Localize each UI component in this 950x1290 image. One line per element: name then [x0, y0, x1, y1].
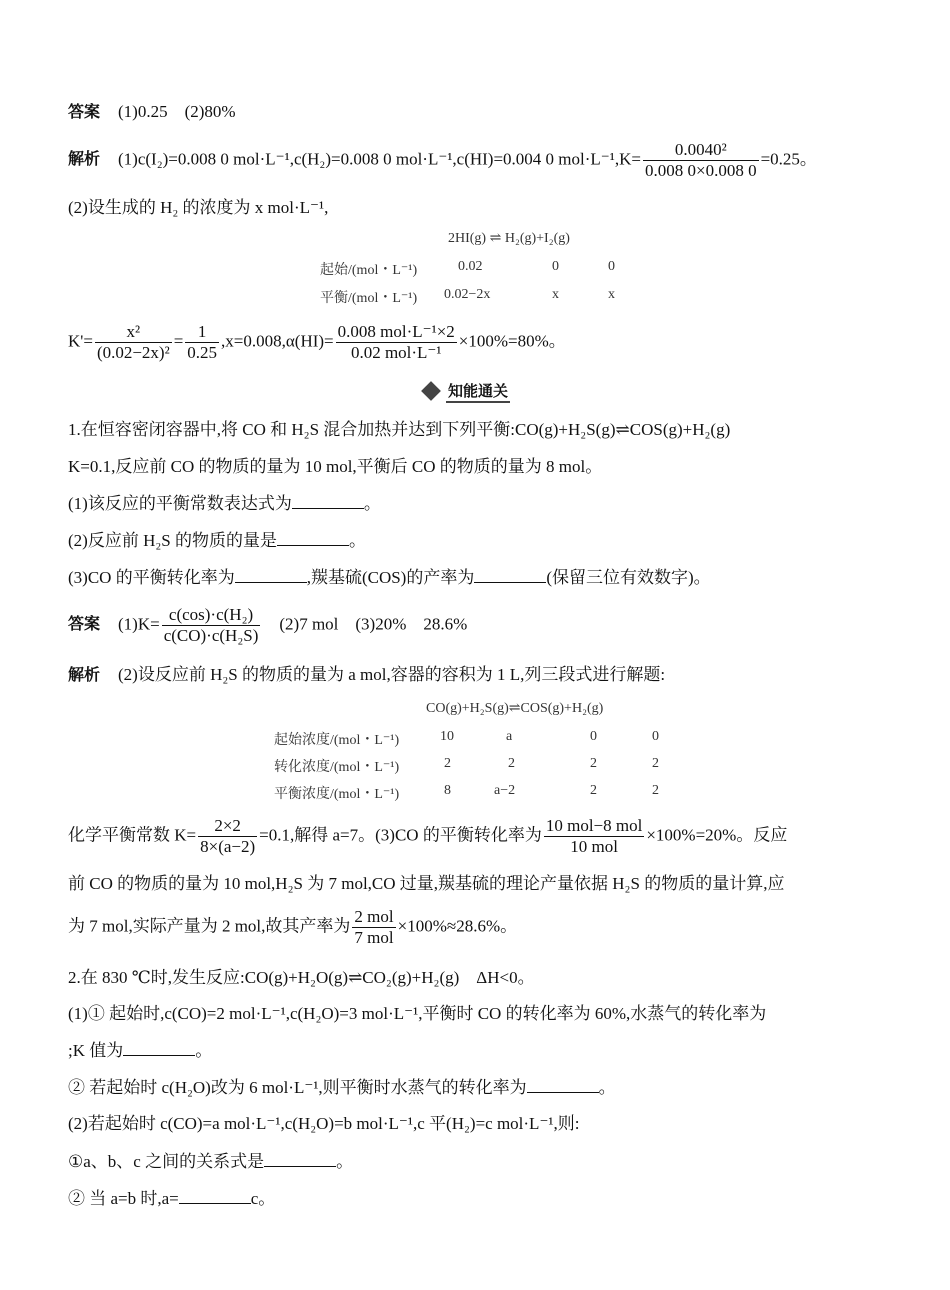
table2-row3-c4: 2	[652, 783, 659, 798]
table2-row2-c3: 2	[590, 756, 597, 771]
q2-p1b-text: ;K 值为	[68, 1041, 124, 1060]
answer2-label: 答案	[68, 614, 101, 634]
table2-row2-c2: 2	[508, 756, 515, 771]
q1-part-2	[68, 529, 882, 552]
q1-p3-blank-2	[474, 566, 546, 583]
analysis2-f2-num: 10 mol−8 mol	[545, 816, 643, 835]
section-banner	[424, 380, 510, 402]
answer2-fraction	[162, 605, 261, 646]
analysis-part1-suffix: =0.25。	[760, 149, 817, 169]
q1-p2-text: (2)反应前 H₂S 的物质的量是	[68, 531, 277, 550]
diamond-icon	[421, 381, 441, 401]
analysis2-l1-post: ×100%=20%。反应	[646, 825, 788, 845]
analysis-part1-prefix: (1)c(I₂)=0.008 0 mol·L⁻¹,c(H₂)=0.008 0 mol·L⁻¹,c(HI)=0.004 0 mol·L⁻¹,K=	[118, 149, 641, 169]
analysis2-f3-num: 2 mol	[354, 907, 394, 926]
analysis2-l2: 前 CO 的物质的量为 10 mol,H₂S 为 7 mol,CO 过量,羰基硫的理论产量依据 H₂S 的物质的量计算,应	[68, 874, 785, 893]
analysis2-l1-mid: =0.1,解得 a=7。(3)CO 的平衡转化率为	[259, 825, 542, 845]
table2-header: CO(g)+H₂S(g)⇌COS(g)+H₂(g)	[426, 701, 604, 716]
q2-p2b-text: ② 当 a=b 时,a=	[68, 1189, 179, 1208]
analysis2-l1-pre: 化学平衡常数 K=	[68, 825, 197, 845]
analysis2-calc-line-2	[68, 873, 882, 895]
table2-row1-c3: 0	[590, 729, 597, 744]
table1-row2-cell1: 0.02−2x	[444, 287, 491, 302]
table2-row3-label: 平衡浓度/(mol・L⁻¹)	[274, 787, 400, 802]
q1-stem-line-2	[68, 456, 882, 478]
q2-p1c-text: ② 若起始时 c(H₂O)改为 6 mol·L⁻¹,则平衡时水蒸气的转化率为	[68, 1078, 527, 1097]
table1-header: 2HI(g) ⇌ H₂(g)+I₂(g)	[448, 231, 570, 246]
table2-row3-c2: a−2	[494, 783, 516, 798]
analysis2-fraction-3	[352, 907, 395, 948]
answer-label: 答案	[68, 102, 101, 121]
kprime-mid: ,x=0.008,α(HI)=	[221, 331, 334, 351]
q2-p2a-blank	[264, 1150, 336, 1167]
q2-stem-line	[68, 967, 882, 989]
q1-p3-end: (保留三位有效数字)。	[546, 568, 711, 587]
analysis-line-2	[68, 197, 882, 219]
q2-part2a	[68, 1150, 882, 1173]
analysis2-calc-line-1	[68, 816, 882, 857]
analysis2-fraction-1	[198, 816, 257, 857]
q2-p2-text: (2)若起始时 c(CO)=a mol·L⁻¹,c(H₂O)=b mol·L⁻¹,c 平(H₂)=c mol·L⁻¹,则:	[68, 1114, 580, 1133]
table2-row2-c4: 2	[652, 756, 659, 771]
q1-part-3	[68, 566, 882, 589]
analysis2-f1-den: 8×(a−2)	[200, 837, 256, 856]
equilibrium-table-1	[320, 230, 640, 310]
analysis2-f2-den: 10 mol	[570, 837, 618, 856]
kprime-f2-num: 1	[185, 322, 219, 343]
q2-p1b-end: 。	[195, 1041, 213, 1060]
q2-p1c-end: 。	[598, 1078, 616, 1097]
analysis2-f1-num: 2×2	[198, 816, 257, 837]
q2-p2b-end: c。	[250, 1189, 276, 1208]
analysis-line-1	[68, 140, 882, 181]
analysis2-f3-den: 7 mol	[354, 928, 394, 947]
table2-row2-c1: 2	[444, 756, 451, 771]
analysis-part2: (2)设生成的 H₂ 的浓度为 x mol·L⁻¹,	[68, 198, 329, 217]
answer-line-1	[68, 101, 882, 123]
kprime-f1-num: x²	[95, 322, 172, 343]
q2-p2b-blank	[179, 1187, 251, 1204]
table1-row1-label: 起始/(mol・L⁻¹)	[320, 263, 418, 278]
q1-stem-1: 1.在恒容密闭容器中,将 CO 和 H₂S 混合加热并达到下列平衡:CO(g)+H₂S(g)⇌COS(g)+H₂(g)	[68, 420, 731, 439]
analysis2-l3-pre: 为 7 mol,实际产量为 2 mol,故其产率为	[68, 916, 351, 936]
table1-row1-cell1: 0.02	[458, 259, 483, 274]
kprime-suffix: ×100%=80%。	[458, 331, 566, 351]
q1-p2-blank	[277, 529, 349, 546]
table2-row2-label: 转化浓度/(mol・L⁻¹)	[274, 760, 400, 775]
kprime-fraction-2	[185, 322, 219, 363]
q2-part1c	[68, 1076, 882, 1099]
kprime-f3-den: 0.02 mol·L⁻¹	[350, 343, 442, 362]
analysis2-text: (2)设反应前 H₂S 的物质的量为 a mol,容器的容积为 1 L,列三段式进行解题:	[118, 665, 666, 684]
table2-row1-c4: 0	[652, 729, 659, 744]
kprime-prefix: K'=	[68, 331, 93, 351]
q1-stem-2: K=0.1,反应前 CO 的物质的量为 10 mol,平衡后 CO 的物质的量为 8 mol。	[68, 457, 603, 476]
q1-p1-blank	[292, 492, 364, 509]
equilibrium-table-2	[274, 700, 694, 810]
q2-p1a-text: (1)① 起始时,c(CO)=2 mol·L⁻¹,c(H₂O)=3 mol·L⁻¹,平衡时 CO 的转化率为 60%,水蒸气的转化率为	[68, 1004, 767, 1023]
kprime-eq: =	[173, 331, 184, 351]
answer2-frac-den: c(CO)·c(H₂S)	[163, 626, 259, 645]
q1-p3-mid: ,羰基硫(COS)的产率为	[306, 568, 475, 587]
table1-row2-cell2: x	[552, 287, 559, 302]
table2-row3-c1: 8	[444, 783, 451, 798]
kprime-line	[68, 322, 882, 363]
analysis2-label: 解析	[68, 665, 101, 684]
table1-row1-cell3: 0	[608, 259, 615, 274]
q1-stem-line-1	[68, 419, 882, 441]
q1-p1-end: 。	[363, 494, 381, 513]
table1-row2-label: 平衡/(mol・L⁻¹)	[320, 291, 418, 306]
answer-line-2	[68, 605, 882, 646]
table1-row2-cell3: x	[608, 287, 615, 302]
q2-p2a-end: 。	[336, 1152, 354, 1171]
analysis2-l3-post: ×100%≈28.6%。	[397, 916, 518, 936]
answer2-frac-num: c(cos)·c(H₂)	[162, 605, 261, 626]
q2-part2	[68, 1113, 882, 1135]
q2-part1b	[68, 1039, 882, 1062]
q1-p3-text: (3)CO 的平衡转化率为	[68, 568, 235, 587]
analysis2-line	[68, 664, 882, 686]
kprime-f2-den: 0.25	[187, 343, 218, 362]
k-fraction-numerator: 0.0040²	[643, 140, 759, 161]
section-banner-text: 知能通关	[446, 380, 510, 403]
q2-part1a	[68, 1003, 882, 1025]
q1-p1-text: (1)该反应的平衡常数表达式为	[68, 494, 292, 513]
table2-row1-label: 起始浓度/(mol・L⁻¹)	[274, 733, 400, 748]
answer2-post: (2)7 mol (3)20% 28.6%	[262, 614, 468, 634]
k-fraction	[643, 140, 759, 181]
q2-p2a-text: ①a、b、c 之间的关系式是	[68, 1152, 265, 1171]
kprime-fraction-1	[95, 322, 172, 363]
q1-part-1	[68, 492, 882, 515]
analysis-label: 解析	[68, 149, 101, 169]
table2-row1-c2: a	[506, 729, 513, 744]
q2-p1b-blank	[123, 1039, 195, 1056]
kprime-f1-den: (0.02−2x)²	[96, 343, 170, 362]
table2-row3-c3: 2	[590, 783, 597, 798]
answer2-pre: (1)K=	[118, 614, 160, 634]
analysis2-calc-line-3	[68, 907, 882, 948]
kprime-f3-num: 0.008 mol·L⁻¹×2	[337, 322, 455, 341]
q2-part2b	[68, 1187, 882, 1210]
answer-text: (1)0.25 (2)80%	[118, 102, 236, 121]
kprime-fraction-3	[336, 322, 457, 363]
table1-row1-cell2: 0	[552, 259, 559, 274]
table2-row1-c1: 10	[440, 729, 454, 744]
q2-stem: 2.在 830 ℃时,发生反应:CO(g)+H₂O(g)⇌CO₂(g)+H₂(g) ΔH<0。	[68, 968, 535, 987]
q1-p3-blank-1	[235, 566, 307, 583]
q1-p2-end: 。	[348, 531, 366, 550]
k-fraction-denominator: 0.008 0×0.008 0	[644, 161, 757, 180]
q2-p1c-blank	[527, 1076, 599, 1093]
analysis2-fraction-2	[544, 816, 644, 857]
